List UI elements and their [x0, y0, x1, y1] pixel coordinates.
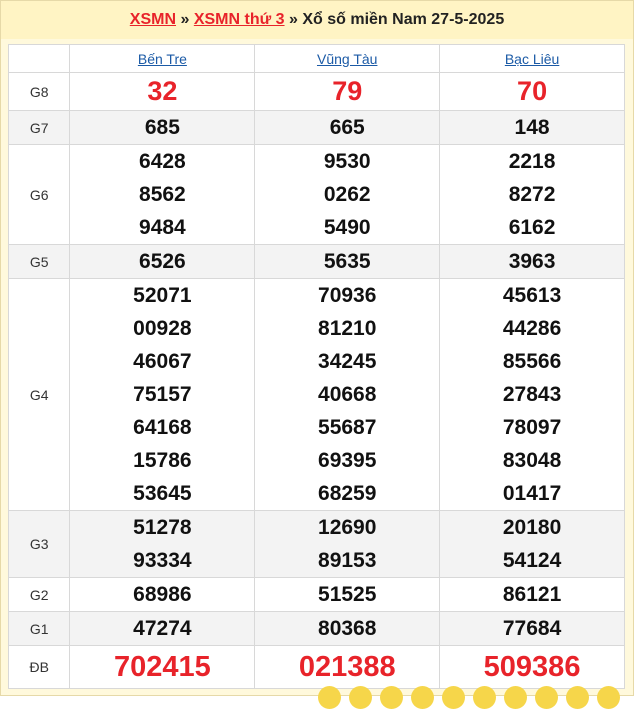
winning-number: 70936: [318, 284, 377, 307]
prize-label: G8: [9, 73, 70, 111]
dot-icon: [318, 686, 341, 709]
winning-number: 32: [147, 76, 178, 106]
winning-number: 8272: [508, 183, 556, 206]
prize-cell: [440, 73, 625, 111]
winning-number: 5490: [323, 216, 371, 239]
dot-icon: [535, 686, 558, 709]
winning-number: 12690: [318, 516, 377, 539]
winning-number: 5635: [323, 250, 371, 273]
winning-number: 148: [514, 116, 550, 139]
decorative-dots: [318, 686, 634, 696]
winning-number: 68259: [318, 482, 377, 505]
winning-number: 01417: [502, 482, 562, 505]
winning-number: 00928: [133, 317, 192, 340]
winning-number: 51525: [318, 583, 377, 606]
winning-number: 75157: [133, 383, 192, 406]
winning-number: 68986: [133, 583, 192, 606]
winning-number: 55687: [318, 416, 377, 439]
prize-cell: [440, 578, 625, 612]
prize-row-g3: [9, 511, 625, 578]
winning-number: 86121: [502, 583, 562, 606]
province-header-1: [70, 45, 255, 73]
winning-number: 53645: [133, 482, 192, 505]
prize-cell: [255, 578, 440, 612]
prize-cell: [440, 279, 625, 511]
prize-row-g5: [9, 245, 625, 279]
prize-cell: [255, 612, 440, 646]
prize-cell: [70, 646, 255, 689]
prize-cell: [70, 578, 255, 612]
prize-cell: [70, 73, 255, 111]
prize-cell: [70, 511, 255, 578]
dot-icon: [442, 686, 465, 709]
prize-label: G5: [9, 245, 70, 279]
winning-number: 77684: [502, 617, 562, 640]
prize-cell: [255, 511, 440, 578]
prize-label: G2: [9, 578, 70, 612]
winning-number: 0262: [323, 183, 371, 206]
dot-icon: [473, 686, 496, 709]
prize-row-db: [9, 646, 625, 689]
xsmn-link[interactable]: XSMN: [129, 11, 177, 28]
winning-number: 6428: [139, 150, 186, 173]
winning-number: 51278: [133, 516, 192, 539]
dot-icon: [504, 686, 527, 709]
prize-rows: [9, 73, 625, 689]
winning-number: 47274: [133, 617, 192, 640]
breadcrumb-separator: »: [288, 11, 298, 28]
header-row: [9, 45, 625, 73]
prize-label: G3: [9, 511, 70, 578]
province-link-bac-lieu[interactable]: Bạc Liêu: [504, 50, 560, 67]
prize-label: G1: [9, 612, 70, 646]
dot-icon: [597, 686, 620, 709]
province-link-vung-tau[interactable]: Vũng Tàu: [316, 50, 378, 67]
winning-number: 6162: [508, 216, 556, 239]
prize-label: G6: [9, 145, 70, 245]
prize-cell: [70, 111, 255, 145]
dot-icon: [411, 686, 434, 709]
prize-cell: [440, 145, 625, 245]
dot-icon: [349, 686, 372, 709]
prize-label: G4: [9, 279, 70, 511]
winning-number: 8562: [139, 183, 186, 206]
prize-row-g8: [9, 73, 625, 111]
breadcrumb-separator: »: [180, 11, 190, 28]
winning-number: 34245: [318, 350, 377, 373]
winning-number: 021388: [298, 651, 396, 683]
prize-row-g6: [9, 145, 625, 245]
page-title: Xổ số miền Nam 27-5-2025: [302, 11, 505, 28]
winning-number: 44286: [502, 317, 562, 340]
dot-icon: [566, 686, 589, 709]
winning-number: 9484: [139, 216, 186, 239]
prize-cell: [70, 612, 255, 646]
winning-number: 27843: [502, 383, 562, 406]
winning-number: 6526: [139, 250, 186, 273]
prize-cell: [440, 111, 625, 145]
winning-number: 509386: [483, 651, 581, 683]
corner-cell: [9, 45, 70, 73]
winning-number: 40668: [318, 383, 377, 406]
dot-icon: [380, 686, 403, 709]
prize-cell: [255, 73, 440, 111]
prize-cell: [255, 145, 440, 245]
winning-number: 685: [144, 116, 180, 139]
winning-number: 702415: [113, 651, 211, 683]
prize-cell: [70, 279, 255, 511]
winning-number: 52071: [133, 284, 192, 307]
province-link-ben-tre[interactable]: Bến Tre: [137, 50, 187, 67]
winning-number: 54124: [502, 549, 562, 572]
prize-cell: [70, 145, 255, 245]
winning-number: 3963: [508, 250, 556, 273]
prize-cell: [255, 111, 440, 145]
winning-number: 70: [517, 76, 548, 106]
prize-cell: [255, 279, 440, 511]
province-header-3: [440, 45, 625, 73]
winning-number: 85566: [502, 350, 562, 373]
breadcrumb: [1, 1, 633, 39]
winning-number: 78097: [502, 416, 562, 439]
winning-number: 83048: [502, 449, 562, 472]
winning-number: 665: [329, 116, 365, 139]
winning-number: 80368: [318, 617, 377, 640]
prize-cell: [255, 646, 440, 689]
prize-cell: [440, 511, 625, 578]
prize-row-g7: [9, 111, 625, 145]
prize-cell: [440, 612, 625, 646]
winning-number: 64168: [133, 416, 192, 439]
winning-number: 20180: [502, 516, 562, 539]
prize-cell: [70, 245, 255, 279]
prize-row-g4: [9, 279, 625, 511]
prize-cell: [440, 245, 625, 279]
winning-number: 93334: [133, 549, 192, 572]
prize-row-g1: [9, 612, 625, 646]
winning-number: 46067: [133, 350, 192, 373]
winning-number: 15786: [133, 449, 192, 472]
prize-row-g2: [9, 578, 625, 612]
winning-number: 69395: [318, 449, 377, 472]
winning-number: 2218: [508, 150, 556, 173]
winning-number: 81210: [318, 317, 377, 340]
prize-cell: [255, 245, 440, 279]
province-header-2: [255, 45, 440, 73]
winning-number: 9530: [323, 150, 371, 173]
winning-number: 89153: [318, 549, 377, 572]
winning-number: 79: [332, 76, 363, 106]
xsmn-thu3-link[interactable]: XSMN thứ 3: [193, 11, 285, 28]
prize-cell: [440, 646, 625, 689]
prize-label: ĐB: [9, 646, 70, 689]
prize-label: G7: [9, 111, 70, 145]
winning-number: 45613: [502, 284, 562, 307]
results-table: [8, 44, 625, 689]
